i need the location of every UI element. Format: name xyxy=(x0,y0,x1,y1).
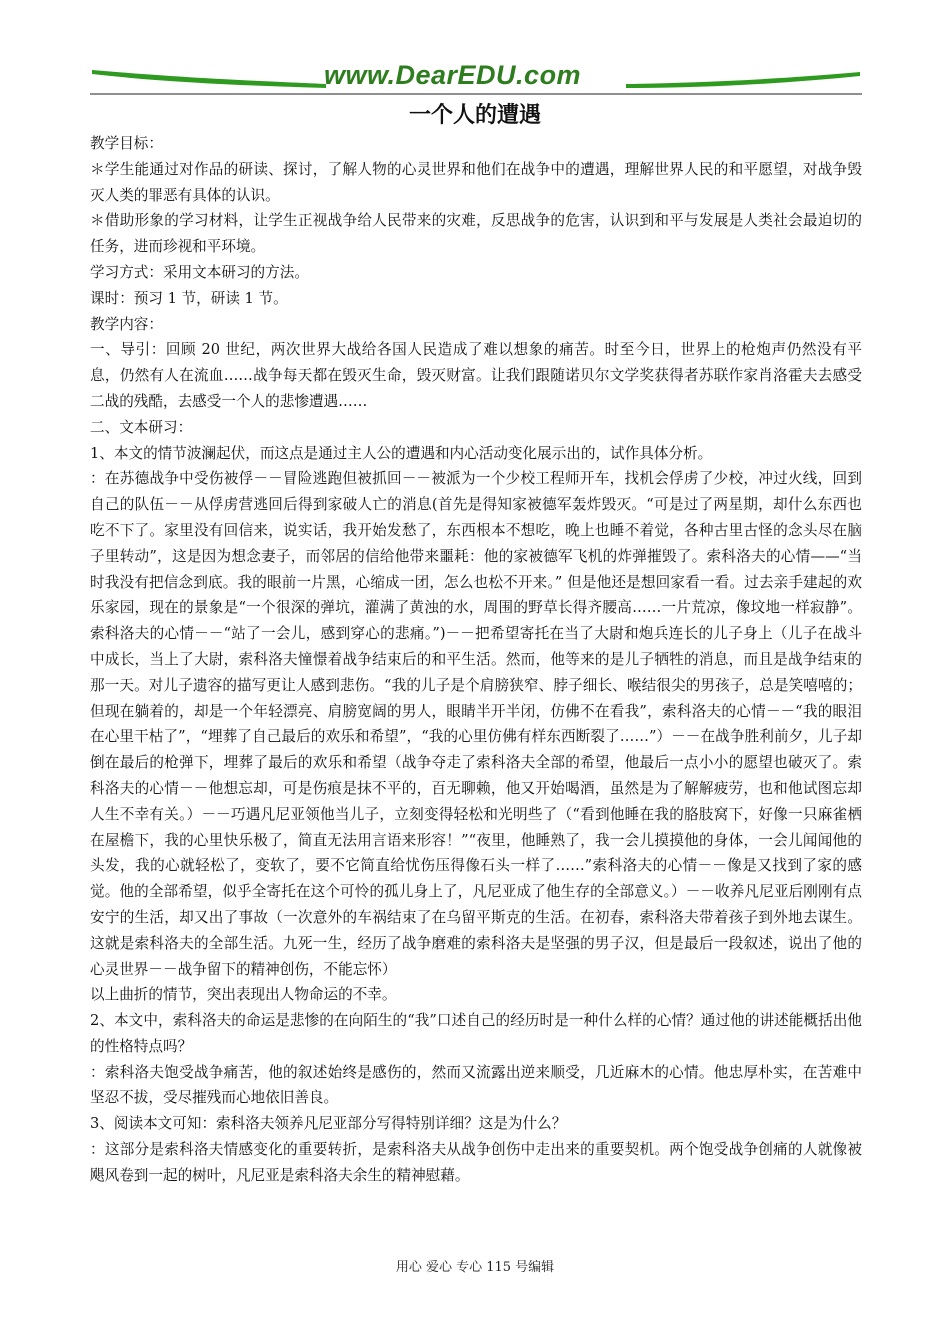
paragraph: ：这部分是索科洛夫情感变化的重要转折，是索科洛夫从战争创伤中走出来的重要契机。两个饱受战争创痛的人就像被飓风卷到一起的树叶，凡尼亚是索科洛夫余生的精神慰藉。 xyxy=(90,1141,862,1184)
page-footer: 用心 爱心 专心 115 号编辑 xyxy=(395,1260,555,1275)
paragraph: 教学目标： xyxy=(90,135,163,152)
site-logo-text[interactable]: www.DearEDU.com xyxy=(324,60,582,90)
site-header-banner xyxy=(90,58,862,98)
paragraph: ：在苏德战争中受伤被俘－－冒险逃跑但被抓回－－被派为一个少校工程师开车，找机会俘虏了少校，冲过火线，回到自己的队伍－－从俘虏营逃回后得到家破人亡的消息(首先是得知家被德军轰炸毁灭。“可是过了两星期，却什么东西也吃不下了。家里没有回信来，说实话，我开始发愁了，东西根本不想吃，晚上也睡不着觉，各种古里古怪的念头尽在脑子里转动”，这是因为想念妻子，而邻居的信给他带来噩耗：他的家被德军飞机的炸弹摧毁了。索科洛夫的心情——“当时我没有把信念到底。我的眼前一片黑，心缩成一团，怎么也松不开来。” 但是他还是想回家看一看。过去亲手建起的欢乐家园，现在的景象是“一个很深的弹坑，灌满了黄浊的水，周围的野草长得齐腰高……一片荒凉，像坟地一样寂静”。索科洛夫的心情－－“站了一会儿，感到穿心的悲痛。”)－－把希望寄托在当了大尉和炮兵连长的儿子身上（儿子在战斗中成长，当上了大尉，索科洛夫憧憬着战争结束后的和平生活。然而，他等来的是儿子牺牲的消息，而且是战争结束的那一天。对儿子遗容的描写更让人感到悲伤。“我的儿子是个肩膀狭窄、脖子细长、喉结很尖的男孩子，总是笑嘻嘻的；但现在躺着的，却是一个年轻漂亮、肩膀宽阔的男人，眼睛半开半闭，仿佛不在看我”，索科洛夫的心情－－“我的眼泪在心里干枯了”，“埋葬了自己最后的欢乐和希望”，“我的心里仿佛有样东西断裂了……”）－－在战争胜利前夕，儿子却倒在最后的枪弹下，埋葬了最后的欢乐和希望（战争夺走了索科洛夫全部的希望，他最后一点小小的愿望也破灭了。索科洛夫的心情－－他想忘却，可是伤痕是抹不平的，百无聊赖，他又开始喝酒，虽然是为了解解疲劳，也和他试图忘却人生不幸有关。）－－巧遇凡尼亚领他当儿子，立刻变得轻松和光明些了（“看到他睡在我的胳肢窝下，好像一只麻雀栖在屋檐下，我的心里快乐极了，简直无法用言语来形容！”“夜里，他睡熟了，我一会儿摸摸他的身体，一会儿闻闻他的头发，我的心就轻松了，变软了，要不它简直给忧伤压得像石头一样了……”索科洛夫的心情－－像是又找到了家的感觉。他的全部希望，似乎全寄托在这个可怜的孤儿身上了，凡尼亚成了他生存的全部意义。）－－收养凡尼亚后刚刚有点安宁的生活，却又出了事故（一次意外的车祸结束了在乌留平斯克的生活。在初春，索科洛夫带着孩子到外地去谋生。这就是索科洛夫的全部生活。九死一生，经历了战争磨难的索科洛夫是坚强的男子汉，但是最后一段叙述，说出了他的心灵世界－－战争留下的精神创伤，不能忘怀） xyxy=(90,470,862,978)
paragraph: 一、导引：回顾 20 世纪，两次世界大战给各国人民造成了难以想象的痛苦。时至今日，世界上的枪炮声仍然没有平息，仍然有人在流血……战争每天都在毁灭生命，毁灭财富。让我们跟随诺贝尔文学奖获得者苏联作家肖洛霍夫去感受二战的残酷，去感受一个人的悲惨遭遇…… xyxy=(90,341,862,410)
document-title: 一个人的遭遇 xyxy=(408,103,541,128)
paragraph: 1、本文的情节波澜起伏，而这点是通过主人公的遭遇和内心活动变化展示出的，试作具体分析。 xyxy=(90,444,713,462)
paragraph: 2、本文中，索科洛夫的命运是悲惨的在向陌生的“我”口述自己的经历时是一种什么样的心情？通过他的讲述能概括出他的性格特点吗？ xyxy=(90,1012,862,1055)
paragraph: 课时：预习 1 节，研读 1 节。 xyxy=(90,289,288,307)
paragraph: 二、文本研习： xyxy=(90,418,193,436)
paragraph: 学习方式：采用文本研习的方法。 xyxy=(90,263,309,281)
paragraph: 教学内容： xyxy=(90,315,163,333)
paragraph: ＊借助形象的学习材料，让学生正视战争给人民带来的灾难，反思战争的危害，认识到和平与发展是人类社会最迫切的任务，进而珍视和平环境。 xyxy=(90,212,862,256)
paragraph: ：索科洛夫饱受战争痛苦，他的叙述始终是感伤的，然而又流露出逆来顺受，几近麻木的心情。他忠厚朴实，在苦难中坚忍不拔，受尽摧残而心地依旧善良。 xyxy=(90,1063,862,1107)
document-body xyxy=(90,131,862,1189)
paragraph: 以上曲折的情节，突出表现出人物命运的不幸。 xyxy=(90,986,397,1004)
paragraph: ＊学生能通过对作品的研读、探讨，了解人物的心灵世界和他们在战争中的遭遇，理解世界人民的和平愿望，对战争毁灭人类的罪恶有具体的认识。 xyxy=(90,160,862,204)
paragraph: 3、阅读本文可知：索科洛夫领养凡尼亚部分写得特别详细？这是为什么？ xyxy=(90,1115,567,1133)
